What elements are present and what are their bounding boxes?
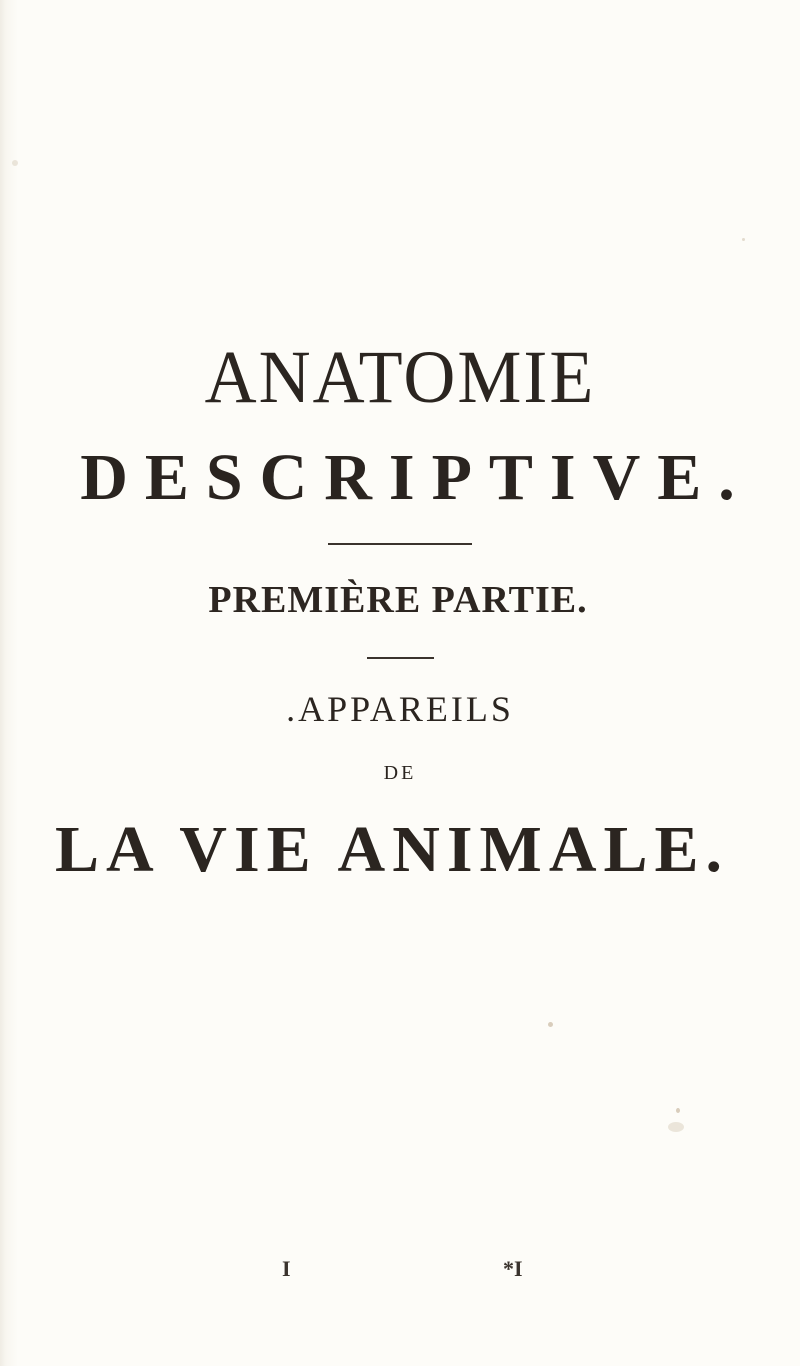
divider-rule-top — [328, 543, 472, 545]
signature-mark-left: I — [282, 1256, 291, 1281]
paper-speck — [668, 1122, 684, 1132]
section-appareils: .APPAREILS — [286, 689, 514, 729]
divider-rule-bottom — [367, 657, 434, 659]
paper-speck — [676, 1108, 680, 1113]
section-la-vie-animale: LA VIE ANIMALE. — [54, 813, 730, 886]
part-heading: PREMIÈRE PARTIE. — [208, 579, 588, 621]
signature-mark-right: *I — [503, 1256, 523, 1281]
paper-speck — [742, 238, 745, 241]
section-de: DE — [383, 762, 417, 784]
paper-speck — [12, 160, 18, 166]
paper-speck — [548, 1022, 553, 1027]
title-anatomie: ANATOMIE — [204, 334, 596, 419]
title-descriptive: DESCRIPTIVE. — [80, 441, 752, 514]
